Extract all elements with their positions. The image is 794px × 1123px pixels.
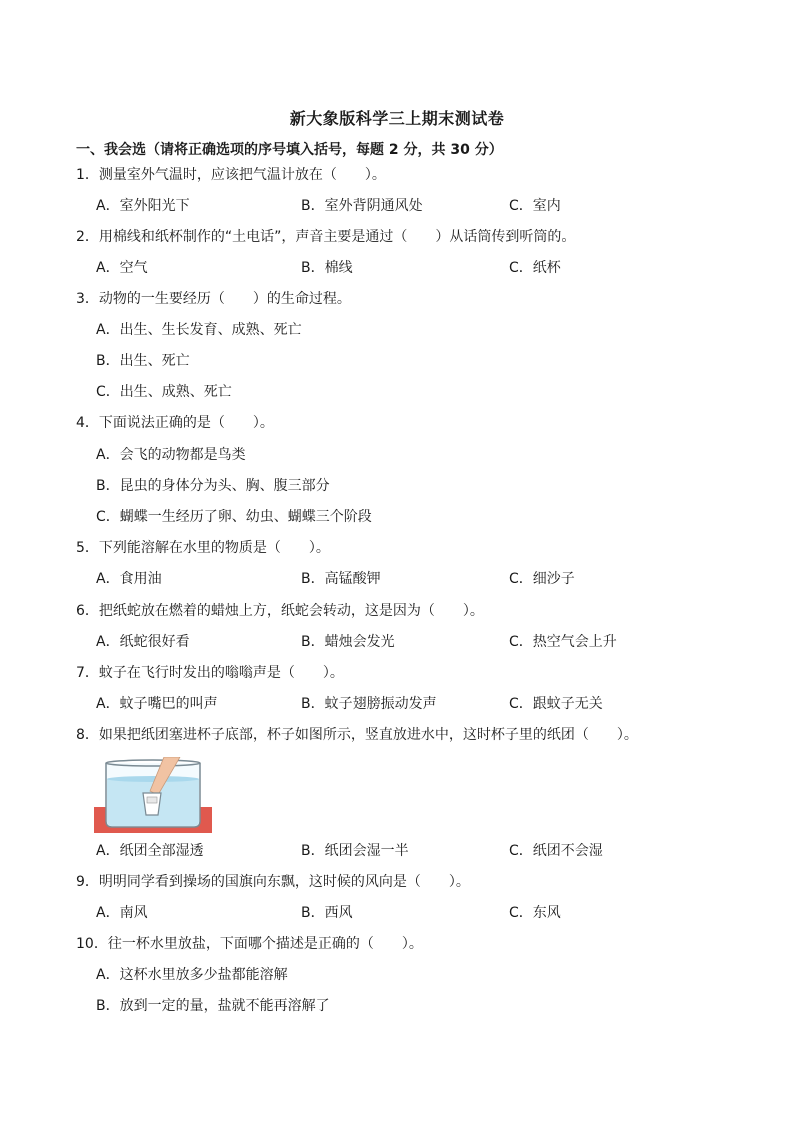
question-2-option-b: B．棉线 [301, 260, 353, 276]
question-9-option-a: A．南风 [96, 905, 148, 921]
question-2-stem: 2．用棉线和纸杯制作的“土电话”，声音主要是通过（ ）从话筒传到听筒的。 [76, 229, 576, 245]
question-8-stem: 8．如果把纸团塞进杯子底部，杯子如图所示，竖直放进水中，这时杯子里的纸团（ ）。 [76, 727, 638, 743]
question-2-option-c: C．纸杯 [509, 260, 561, 276]
question-4-stem: 4．下面说法正确的是（ ）。 [76, 415, 274, 431]
question-8-option-c: C．纸团不会湿 [509, 843, 603, 859]
question-10-stem: 10．往一杯水里放盐，下面哪个描述是正确的（ ）。 [76, 936, 423, 952]
question-10-option-a: A．这杯水里放多少盐都能溶解 [96, 967, 288, 983]
question-9-stem: 9．明明同学看到操场的国旗向东飘，这时候的风向是（ ）。 [76, 874, 470, 890]
question-7-stem: 7．蚊子在飞行时发出的嗡嗡声是（ ）。 [76, 665, 344, 681]
question-8-option-a: A．纸团全部湿透 [96, 843, 204, 859]
question-5-option-c: C．细沙子 [509, 571, 575, 587]
paper-ball [147, 797, 157, 803]
question-6-stem: 6．把纸蛇放在燃着的蜡烛上方，纸蛇会转动，这是因为（ ）。 [76, 603, 484, 619]
question-8-option-b: B．纸团会湿一半 [301, 843, 409, 859]
question-10-option-b: B．放到一定的量，盐就不能再溶解了 [96, 998, 330, 1014]
water-surface [107, 776, 199, 782]
question-1-option-c: C．室内 [509, 198, 561, 214]
question-5-stem: 5．下列能溶解在水里的物质是（ ）。 [76, 540, 330, 556]
question-4-option-c: C．蝴蝶一生经历了卵、幼虫、蝴蝶三个阶段 [96, 509, 372, 525]
question-4-option-a: A．会飞的动物都是鸟类 [96, 447, 246, 463]
question-3-stem: 3．动物的一生要经历（ ）的生命过程。 [76, 291, 351, 307]
question-1-option-a: A．室外阳光下 [96, 198, 190, 214]
inverted-cup [143, 793, 161, 815]
cup-in-water-illustration [94, 757, 212, 833]
question-9-option-b: B．西风 [301, 905, 353, 921]
question-7-option-c: C．跟蚊子无关 [509, 696, 603, 712]
question-1-option-b: B．室外背阴通风处 [301, 198, 423, 214]
question-7-option-a: A．蚊子嘴巴的叫声 [96, 696, 218, 712]
question-6-option-b: B．蜡烛会发光 [301, 634, 395, 650]
question-5-option-b: B．高锰酸钾 [301, 571, 381, 587]
question-3-option-b: B．出生、死亡 [96, 353, 190, 369]
question-4-option-b: B．昆虫的身体分为头、胸、腹三部分 [96, 478, 330, 494]
page-title: 新大象版科学三上期末测试卷 [289, 109, 505, 128]
section-heading: 一、我会选（请将正确选项的序号填入括号，每题 2 分，共 30 分） [76, 142, 503, 158]
question-1-stem: 1．测量室外气温时，应该把气温计放在（ ）。 [76, 167, 386, 183]
question-6-option-a: A．纸蛇很好看 [96, 634, 190, 650]
question-3-option-c: C．出生、成熟、死亡 [96, 384, 232, 400]
question-9-option-c: C．东风 [509, 905, 561, 921]
question-6-option-c: C．热空气会上升 [509, 634, 617, 650]
question-3-option-a: A．出生、生长发育、成熟、死亡 [96, 322, 302, 338]
question-2-option-a: A．空气 [96, 260, 148, 276]
question-7-option-b: B．蚊子翅膀振动发声 [301, 696, 437, 712]
question-5-option-a: A．食用油 [96, 571, 162, 587]
